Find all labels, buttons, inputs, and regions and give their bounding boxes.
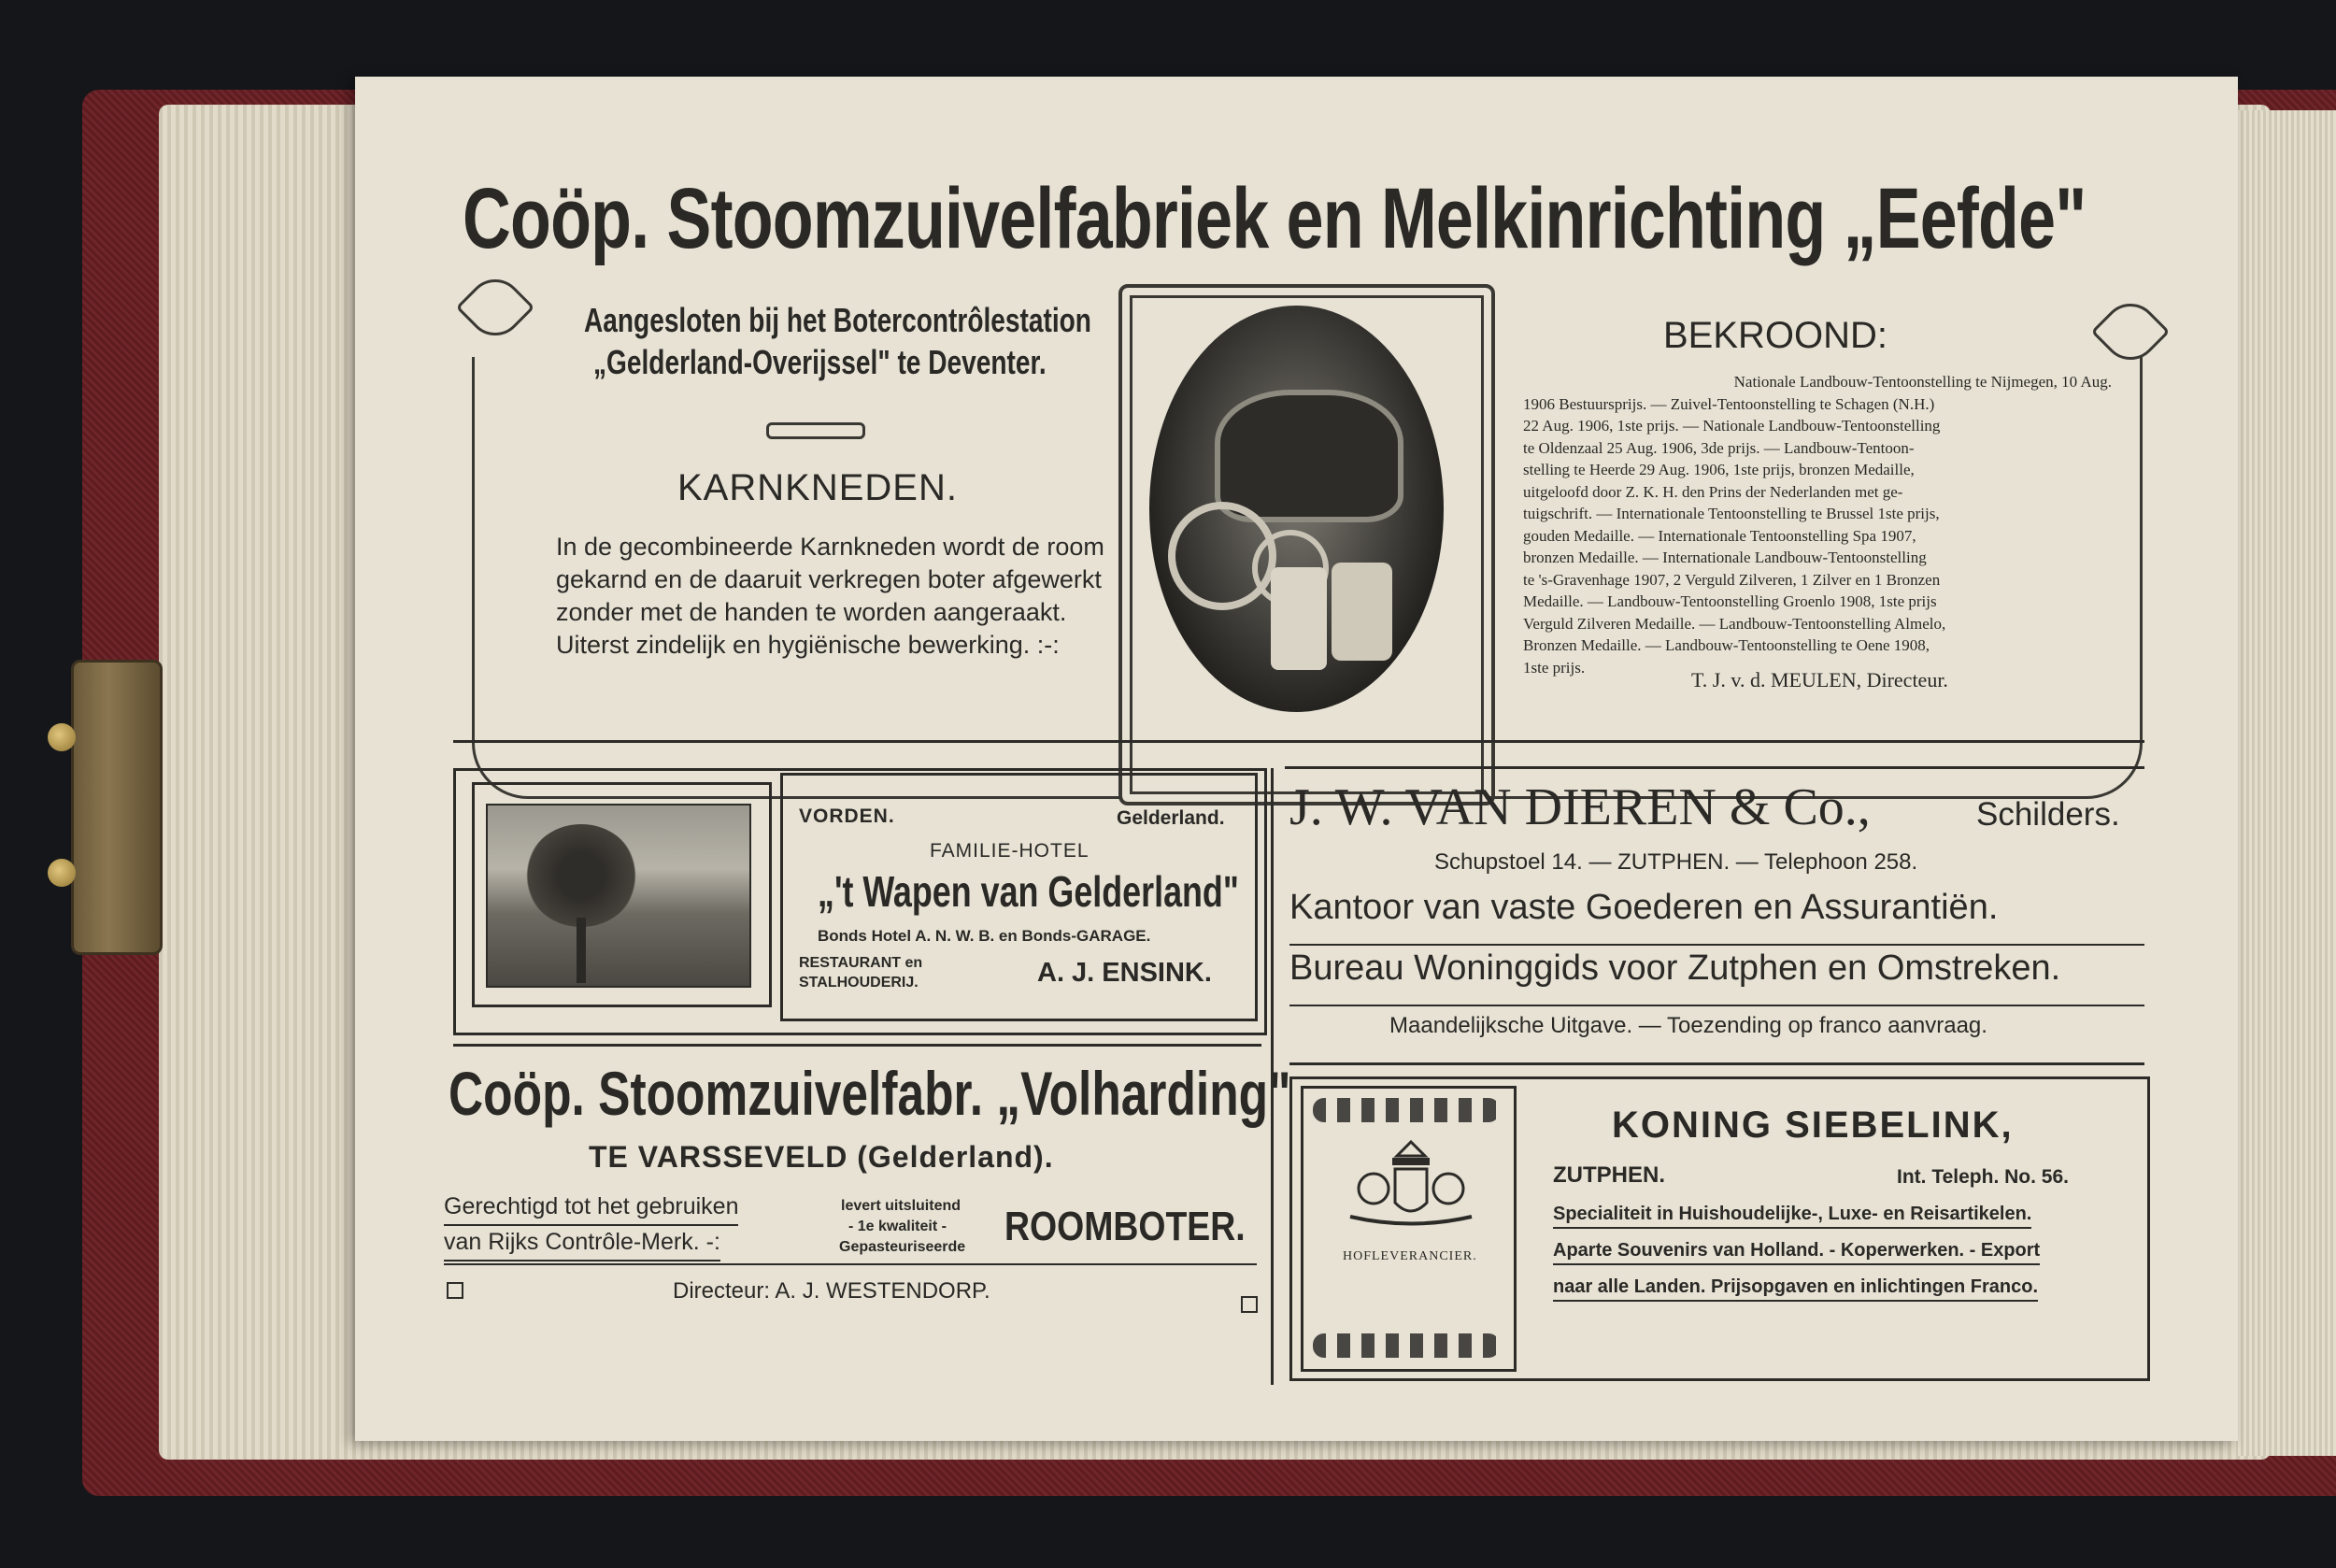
hotel-photo: [486, 804, 751, 988]
hotel-type: FAMILIE-HOTEL: [930, 840, 1090, 862]
square-marker-icon: [447, 1282, 463, 1299]
awards-line: stelling te Heerde 29 Aug. 1906, 1ste prijs, bronzen Medaille,: [1523, 461, 1915, 478]
dieren-trade: Schilders.: [1976, 796, 2120, 833]
emblem-caption: HOFLEVERANCIER.: [1343, 1249, 1477, 1263]
awards-signature: T. J. v. d. MEULEN, Directeur.: [1691, 668, 1948, 691]
awards-heading: BEKROOND:: [1663, 315, 1888, 356]
dieren-bottom-rule: [1289, 1062, 2144, 1065]
flourish-icon: [456, 268, 535, 348]
awards-line: Verguld Zilveren Medaille. — Landbouw-Tentoonstelling Almelo,: [1523, 614, 1946, 633]
square-marker-icon: [1241, 1296, 1258, 1313]
album-clasp[interactable]: [71, 660, 163, 955]
section-title-karnkneden: KARNKNEDEN.: [677, 467, 958, 508]
awards-line: 1906 Bestuursprijs. — Zuivel-Tentoonstelling te Schagen (N.H.): [1523, 394, 1935, 413]
dieren-address: Schupstoel 14. — ZUTPHEN. — Telephoon 258.: [1434, 849, 1918, 875]
dieren-rule: [1289, 1005, 2144, 1006]
awards-line: Bronzen Medaille. — Landbouw-Tentoonstelling te Oene 1908,: [1523, 636, 1930, 654]
volharding-location: TE VARSSEVELD (Gelderland).: [589, 1140, 1054, 1174]
album-page: [355, 77, 2238, 1441]
affiliation-line-2: „Gelderland-Overijssel" te Deventer.: [593, 343, 1047, 381]
hotel-services-1: RESTAURANT en: [799, 955, 923, 971]
karnkneden-text-line: gekarnd en de daaruit verkregen boter afgewerkt: [556, 565, 1102, 593]
volharding-left-line-2: van Rijks Contrôle-Merk. -:: [444, 1229, 720, 1262]
dieren-top-rule: [1285, 766, 2144, 769]
hotel-region: Gelderland.: [1117, 807, 1225, 829]
scroll-divider-icon: [766, 422, 865, 439]
royal-coat-of-arms-icon: [1341, 1137, 1481, 1240]
section-divider: [453, 740, 2144, 743]
clasp-rivet-icon: [48, 859, 76, 887]
siebelink-phone: Int. Teleph. No. 56.: [1897, 1166, 2069, 1188]
awards-line: Nationale Landbouw-Tentoonstelling te Nijmegen, 10 Aug.: [1733, 373, 2112, 391]
affiliation-line-1: Aangesloten bij het Botercontrôlestation: [584, 301, 1091, 339]
awards-line: te 's-Gravenhage 1907, 2 Verguld Zilveren, 1 Zilver en 1 Bronzen: [1523, 570, 1941, 589]
hotel-services-2: STALHOUDERIJ.: [799, 975, 919, 991]
page-title: Coöp. Stoomzuivelfabriek en Melkinrichting „Eefde": [463, 171, 2087, 266]
hotel-owner: A. J. ENSINK.: [1037, 958, 1212, 988]
dieren-rule: [1289, 944, 2144, 946]
volharding-mid-line-2: - 1e kwaliteit -: [848, 1219, 947, 1234]
awards-line: gouden Medaille. — Internationale Tentoonstelling Spa 1907,: [1523, 526, 1916, 545]
dieren-line-3: Maandelijksche Uitgave. — Toezending op franco aanvraag.: [1389, 1013, 1987, 1038]
siebelink-line-1: Specialiteit in Huishoudelijke-, Luxe- en Reisartikelen.: [1553, 1204, 2031, 1229]
karnkneden-text-line: zonder met de handen te worden aangeraakt.: [556, 598, 1067, 626]
volharding-product: ROOMBOTER.: [1004, 1204, 1246, 1249]
karnkneden-text-line: In de gecombineerde Karnkneden wordt de room: [556, 533, 1104, 561]
awards-text: [1523, 371, 2112, 678]
awards-line: tuigschrift. — Internationale Tentoonstelling te Brussel 1ste prijs,: [1523, 505, 1940, 522]
siebelink-line-3: naar alle Landen. Prijsopgaven en inlichtingen Franco.: [1553, 1276, 2038, 1302]
awards-line: 1ste prijs.: [1523, 658, 1586, 677]
volharding-left-line-1: Gerechtigd tot het gebruiken: [444, 1193, 738, 1226]
volharding-director: Directeur: A. J. WESTENDORP.: [673, 1278, 990, 1304]
hotel-name: „'t Wapen van Gelderland": [818, 867, 1239, 916]
ornament-band-icon: [1313, 1333, 1500, 1358]
awards-line: uitgeloofd door Z. K. H. den Prins der Nederlanden met ge-: [1523, 482, 1903, 501]
volharding-rule: [444, 1263, 1257, 1265]
hotel-place: VORDEN.: [799, 805, 895, 827]
awards-line: 22 Aug. 1906, 1ste prijs. — Nationale Landbouw-Tentoonstelling: [1523, 417, 1941, 435]
volharding-title: Coöp. Stoomzuivelfabr. „Volharding": [449, 1059, 1291, 1128]
awards-line: bronzen Medaille. — Internationale Landbouw-Tentoonstelling: [1523, 549, 1927, 566]
siebelink-line-2: Aparte Souvenirs van Holland. - Koperwerken. - Export: [1553, 1240, 2040, 1265]
awards-line: te Oldenzaal 25 Aug. 1906, 3de prijs. — Landbouw-Tentoon-: [1523, 438, 1915, 457]
hotel-bonds: Bonds Hotel A. N. W. B. en Bonds-GARAGE.: [818, 927, 1151, 945]
volharding-mid-line-3: Gepasteuriseerde: [839, 1239, 966, 1255]
churning-machine-photo: [1149, 306, 1444, 712]
ornament-band-icon: [1313, 1098, 1500, 1122]
clasp-rivet-icon: [48, 723, 76, 751]
karnkneden-text-line: Uiterst zindelijk en hygiënische bewerking. :-:: [556, 631, 1060, 659]
siebelink-city: ZUTPHEN.: [1553, 1162, 1665, 1188]
dieren-name: J. W. VAN DIEREN & Co.,: [1289, 778, 1871, 836]
volharding-mid-line-1: levert uitsluitend: [841, 1198, 961, 1214]
siebelink-name: KONING SIEBELINK,: [1612, 1105, 2014, 1146]
awards-line: Medaille. — Landbouw-Tentoonstelling Groenlo 1908, 1ste prijs: [1523, 592, 1937, 610]
volharding-top-rule: [453, 1044, 1261, 1047]
dieren-line-2: Bureau Woninggids voor Zutphen en Omstreken.: [1289, 948, 2061, 988]
siebelink-emblem-box: [1301, 1086, 1517, 1372]
page-stack-right: [2238, 110, 2336, 1456]
dieren-line-1: Kantoor van vaste Goederen en Assurantiën.: [1289, 888, 1999, 927]
